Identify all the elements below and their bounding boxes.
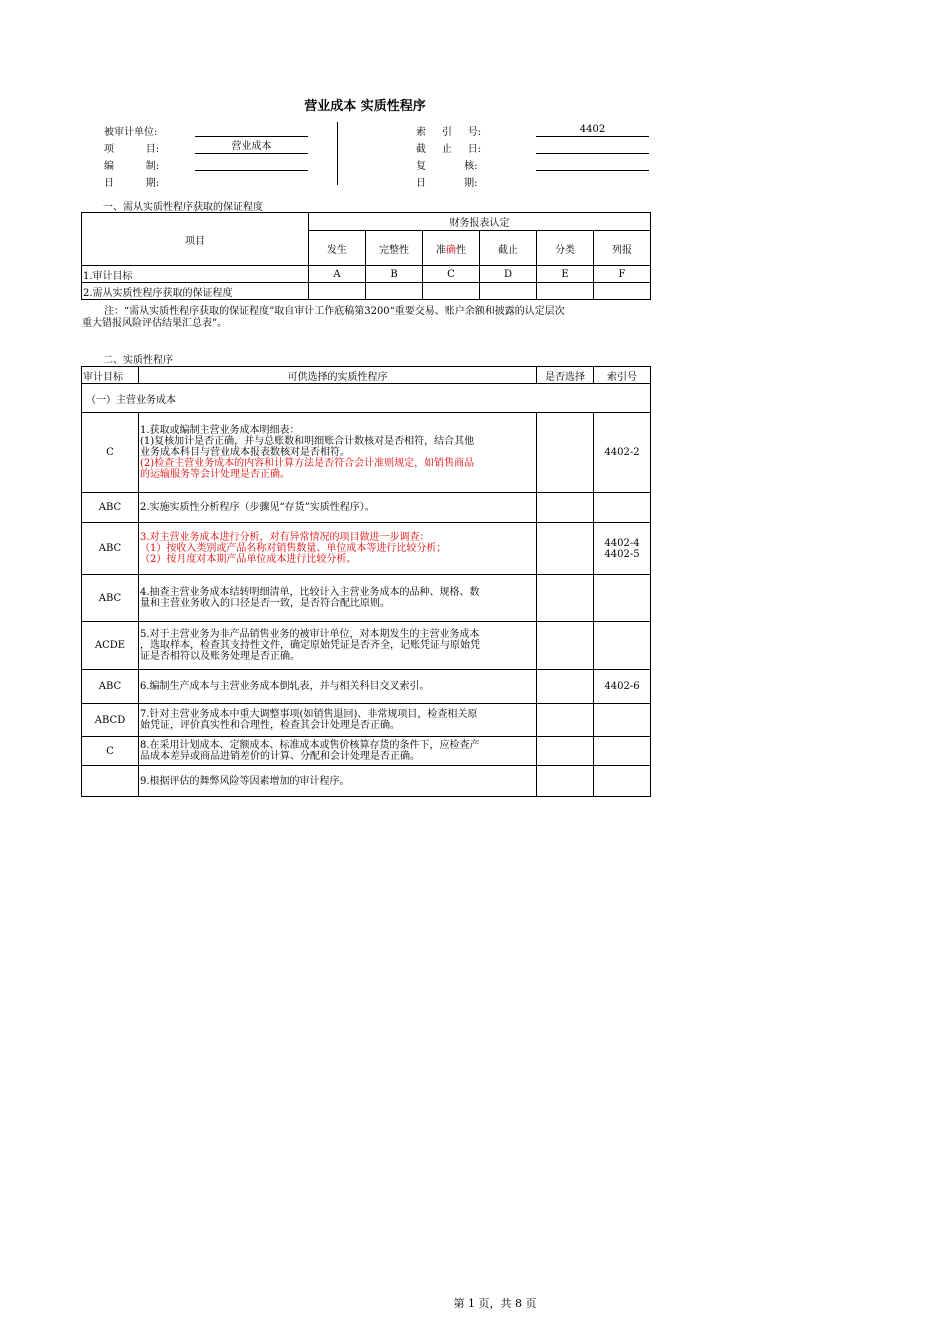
procedure-line: 2.实施实质性分析程序（步骤见“存货”实质性程序）。 bbox=[140, 502, 375, 513]
index-field[interactable]: 4402 bbox=[536, 123, 649, 137]
procedure-line: 品成本差异或商品进销差价的计算、分配和会计处理是否正确。 bbox=[140, 751, 420, 762]
index-label: 索 引 号: bbox=[416, 127, 482, 138]
table-row bbox=[82, 523, 651, 575]
item-label: 项 目: bbox=[104, 144, 160, 155]
selected-cell[interactable] bbox=[537, 622, 594, 670]
row-label: 1.审计目标 bbox=[82, 266, 309, 283]
index-cell bbox=[594, 766, 651, 797]
procedure-line: 始凭证，评价真实性和合理性，检查其会计处理是否正确。 bbox=[140, 720, 400, 731]
table-row bbox=[82, 622, 651, 670]
procedure-text bbox=[139, 766, 537, 797]
page-title: 营业成本 实质性程序 bbox=[304, 99, 426, 114]
procedure-line: 7.针对主营业务成本中重大调整事项(如销售退回)、非常规项目，检查相关原 bbox=[140, 709, 478, 720]
row-label: 2.需从实质性程序获取的保证程度 bbox=[82, 283, 309, 300]
procedure-text bbox=[139, 413, 537, 493]
procedure-text bbox=[139, 575, 537, 622]
procedure-line: 4.抽查主营业务成本结转明细清单，比较计入主营业务成本的品种、规格、数 bbox=[140, 587, 480, 598]
note bbox=[82, 306, 652, 330]
selected-cell[interactable] bbox=[537, 493, 594, 523]
assurance-cell[interactable] bbox=[423, 283, 480, 300]
audit-target: C bbox=[82, 413, 139, 493]
page-footer: 第 1 页，共 8 页 bbox=[453, 1297, 537, 1310]
auditee-label: 被审计单位: bbox=[104, 127, 158, 138]
audit-target: ACDE bbox=[82, 622, 139, 670]
selected-cell[interactable] bbox=[537, 766, 594, 797]
assurance-cell[interactable] bbox=[537, 283, 594, 300]
audit-target: ABC bbox=[82, 493, 139, 523]
cutoff-field[interactable] bbox=[536, 140, 649, 154]
selected-cell[interactable] bbox=[537, 575, 594, 622]
table-row bbox=[82, 704, 651, 737]
section1-heading: 一、需从实质性程序获取的保证程度 bbox=[103, 202, 263, 213]
assurance-table bbox=[81, 212, 651, 300]
assertion-code: F bbox=[594, 266, 651, 283]
procedure-line: 证是否相符以及账务处理是否正确。 bbox=[140, 651, 300, 662]
table-row bbox=[82, 670, 651, 704]
assertion-header: 准确性 bbox=[423, 231, 480, 266]
prepared-label: 编 制: bbox=[104, 161, 160, 172]
index-cell bbox=[594, 622, 651, 670]
procedure-text bbox=[139, 523, 537, 575]
procedures-table bbox=[81, 366, 651, 797]
assertion-header: 分类 bbox=[537, 231, 594, 266]
prepared-field[interactable] bbox=[195, 157, 308, 171]
audit-target: ABC bbox=[82, 575, 139, 622]
procedure-line-emphasis: （1）按收入类别或产品名称对销售数量、单位成本等进行比较分析； bbox=[140, 543, 447, 554]
auditee-field[interactable] bbox=[195, 123, 308, 137]
audit-target bbox=[82, 766, 139, 797]
index-cell bbox=[594, 704, 651, 737]
audit-target: ABCD bbox=[82, 704, 139, 737]
col-target-header: 审计目标 bbox=[82, 367, 139, 384]
assurance-cell[interactable] bbox=[309, 283, 366, 300]
col-procedure-header: 可供选择的实质性程序 bbox=[139, 367, 537, 384]
header-divider bbox=[337, 122, 338, 185]
col-item-header: 项目 bbox=[82, 213, 309, 266]
procedure-line-emphasis: 的运输服务等会计处理是否正确。 bbox=[140, 469, 290, 480]
selected-cell[interactable] bbox=[537, 523, 594, 575]
section2-heading: 二、实质性程序 bbox=[103, 355, 173, 366]
procedure-text bbox=[139, 670, 537, 704]
procedure-line-emphasis: （2）按月度对本期产品单位成本进行比较分析。 bbox=[140, 554, 357, 565]
assertion-header: 截止 bbox=[480, 231, 537, 266]
procedure-text bbox=[139, 737, 537, 766]
date-field[interactable] bbox=[195, 174, 308, 187]
procedure-text bbox=[139, 493, 537, 523]
subheading: （一）主营业务成本 bbox=[82, 384, 651, 413]
assurance-cell[interactable] bbox=[594, 283, 651, 300]
assertion-code: A bbox=[309, 266, 366, 283]
index-cell bbox=[594, 737, 651, 766]
table-row bbox=[82, 493, 651, 523]
assertion-code: E bbox=[537, 266, 594, 283]
assurance-cell[interactable] bbox=[480, 283, 537, 300]
assurance-cell[interactable] bbox=[366, 283, 423, 300]
assertion-code: B bbox=[366, 266, 423, 283]
procedure-text bbox=[139, 704, 537, 737]
review-label: 复 核: bbox=[416, 161, 478, 172]
procedure-line-emphasis: 3.对主营业务成本进行分析，对有异常情况的项目做进一步调查： bbox=[140, 532, 430, 543]
procedure-line-emphasis: (2)检查主营业务成本的内容和计算方法是否符合会计准则规定，如销售商品 bbox=[140, 458, 475, 469]
index-cell: 4402-2 bbox=[594, 413, 651, 493]
index-cell: 4402-6 bbox=[594, 670, 651, 704]
table-row bbox=[82, 575, 651, 622]
date2-label: 日 期: bbox=[416, 178, 478, 189]
index-cell bbox=[594, 575, 651, 622]
note-line: 重大错报风险评估结果汇总表”。 bbox=[82, 318, 228, 329]
procedure-line: 8.在采用计划成本、定额成本、标准成本或售价核算存货的条件下，应检查产 bbox=[140, 740, 480, 751]
col-index-header: 索引号 bbox=[594, 367, 651, 384]
table-row bbox=[82, 766, 651, 797]
selected-cell[interactable] bbox=[537, 737, 594, 766]
procedure-line: 量和主营业务收入的口径是否一致，是否符合配比原则。 bbox=[140, 598, 390, 609]
col-selected-header: 是否选择 bbox=[537, 367, 594, 384]
table-row bbox=[82, 413, 651, 493]
index-cell: 4402-4 4402-5 bbox=[594, 523, 651, 575]
procedure-line: 业务成本科目与营业成本报表数核对是否相符。 bbox=[140, 447, 350, 458]
date-label: 日 期: bbox=[104, 178, 160, 189]
procedure-line: (1)复核加计是否正确，并与总账数和明细账合计数核对是否相符，结合其他 bbox=[140, 436, 475, 447]
note-line: 注：“需从实质性程序获取的保证程度”取自审计工作底稿第3200“重要交易、账户余额和披露的认定层次 bbox=[104, 306, 565, 317]
col-group-header: 财务报表认定 bbox=[309, 213, 651, 231]
procedure-line: 5.对于主营业务为非产品销售业务的被审计单位，对本期发生的主营业务成本 bbox=[140, 629, 480, 640]
procedure-text bbox=[139, 622, 537, 670]
audit-target: ABC bbox=[82, 670, 139, 704]
procedure-line: 1.获取或编制主营业务成本明细表： bbox=[140, 425, 300, 436]
assertion-code: D bbox=[480, 266, 537, 283]
procedure-line: ，选取样本，检查其支持性文件，确定原始凭证是否齐全，记账凭证与原始凭 bbox=[140, 640, 480, 651]
assertion-header: 发生 bbox=[309, 231, 366, 266]
procedure-line: 9.根据评估的舞弊风险等因素增加的审计程序。 bbox=[140, 775, 350, 787]
index-cell bbox=[594, 493, 651, 523]
item-field[interactable]: 营业成本 bbox=[195, 140, 308, 154]
procedure-line: 6.编制生产成本与主营业务成本倒轧表，并与相关科目交叉索引。 bbox=[140, 681, 430, 692]
selected-cell[interactable] bbox=[537, 704, 594, 737]
assertion-header: 完整性 bbox=[366, 231, 423, 266]
table-row bbox=[82, 737, 651, 766]
selected-cell[interactable] bbox=[537, 670, 594, 704]
assertion-header: 列报 bbox=[594, 231, 651, 266]
assertion-code: C bbox=[423, 266, 480, 283]
selected-cell[interactable] bbox=[537, 413, 594, 493]
review-field[interactable] bbox=[536, 157, 649, 171]
cutoff-label: 截 止 日: bbox=[416, 144, 482, 155]
audit-target: ABC bbox=[82, 523, 139, 575]
audit-target: C bbox=[82, 737, 139, 766]
